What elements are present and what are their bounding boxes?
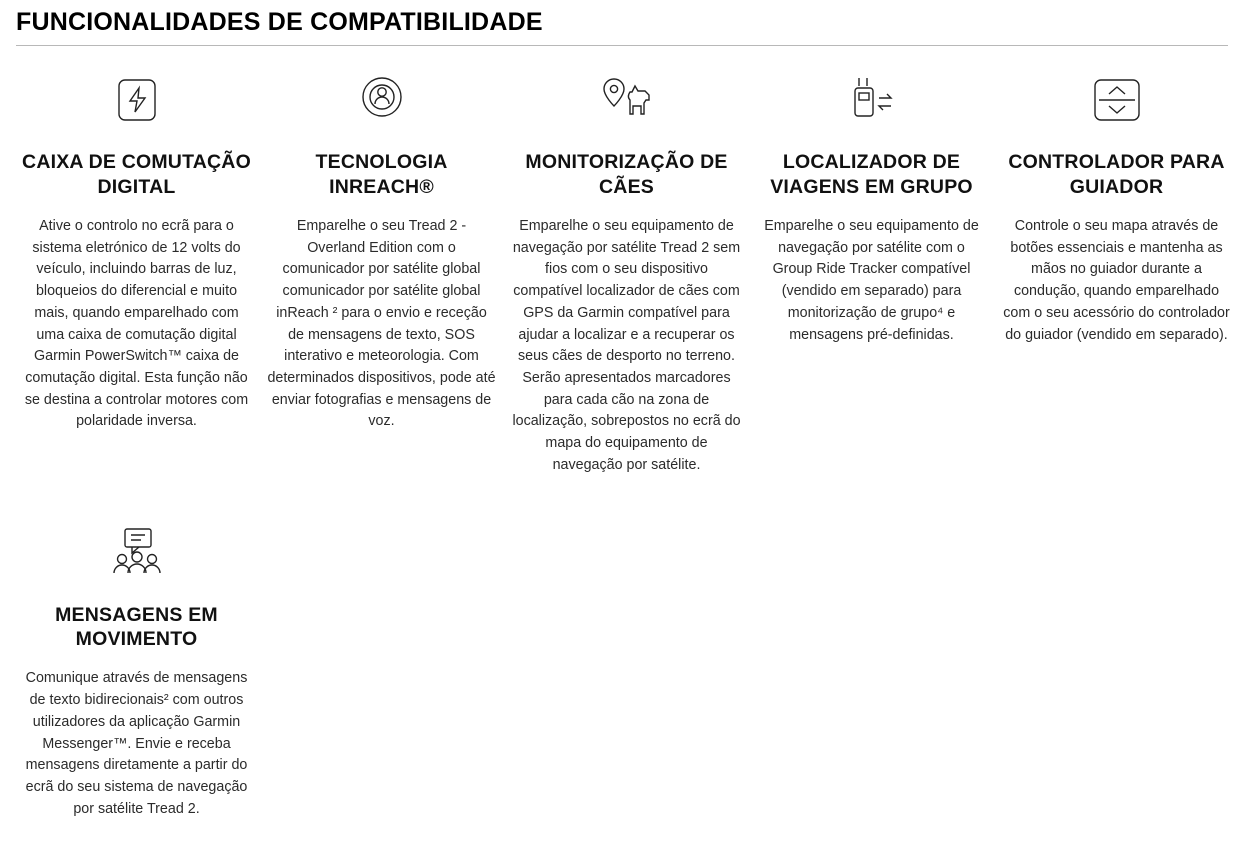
feature-body: Ative o controlo no ecrã para o sistema eletrónico de 12 volts do veículo, incluindo barras de luz, bloqueios do diferencial e muito mais, quando emparelhado com uma caixa de comutação digital Garmin PowerSwitch™ caixa de comutação digital. Esta função não se destina a controlar motores com polaridade inversa. xyxy=(24,217,249,430)
feature-body: Emparelhe o seu equipamento de navegação por satélite Tread 2 sem fios com o seu dispositivo compatível localizador de cães com GPS da Garmin compatível para ajudar a localizar e a recuperar os seus cães de desporto no terreno. Serão apresentados marcadores para cada cão na zona de localização, sobrepostos no ecrã do mapa do equipamento de navegação por satélite. xyxy=(512,217,741,473)
feature-card xyxy=(14,517,259,821)
feature-card xyxy=(749,64,994,346)
features-grid xyxy=(14,64,1240,860)
group-ride-radio-icon xyxy=(757,64,986,136)
feature-card xyxy=(259,64,504,433)
page-title: FUNCIONALIDADES DE COMPATIBILIDADE xyxy=(16,8,543,36)
feature-card xyxy=(994,64,1239,346)
feature-title: CONTROLADOR PARA GUIADOR xyxy=(1008,151,1225,198)
handlebar-controller-icon xyxy=(1002,64,1231,136)
feature-body: Emparelhe o seu equipamento de navegação por satélite com o Group Ride Tracker compatível (vendido em separado) para monitorização de grupo⁴ e mensagens pré-definidas. xyxy=(764,217,979,343)
feature-title: TECNOLOGIA INREACH® xyxy=(315,151,448,198)
feature-body: Controle o seu mapa através de botões essenciais e mantenha as mãos no guiador durante a condução, quando emparelhado com o seu acessório do controlador do guiador (vendido em separado). xyxy=(1003,217,1230,343)
inreach-satellite-icon xyxy=(267,64,496,136)
feature-card xyxy=(14,64,259,433)
lightning-bolt-switch-icon xyxy=(22,64,251,136)
group-messaging-icon xyxy=(22,517,251,589)
feature-title: MONITORIZAÇÃO DE CÃES xyxy=(525,151,728,198)
feature-title: LOCALIZADOR DE VIAGENS EM GRUPO xyxy=(770,151,973,198)
feature-title: MENSAGENS EM MOVIMENTO xyxy=(55,603,218,651)
dog-tracking-icon xyxy=(512,64,741,136)
feature-card xyxy=(504,64,749,477)
feature-body: Comunique através de mensagens de texto bidirecionais² com outros utilizadores da aplicação Garmin Messenger™. Envie e receba mensagens diretamente a partir do ecrã do seu sistema de navegação por satélite Tread 2. xyxy=(25,670,248,817)
title-divider xyxy=(16,45,1228,46)
feature-title: CAIXA DE COMUTAÇÃO DIGITAL xyxy=(22,151,251,198)
feature-body: Emparelhe o seu Tread 2 - Overland Edition com o comunicador por satélite global comunicador por satélite global inReach ² para o envio e receção de mensagens de texto, SOS interativo e meteorologia. Com determinados dispositivos, pode até enviar fotografias e mensagens de voz. xyxy=(267,217,496,430)
